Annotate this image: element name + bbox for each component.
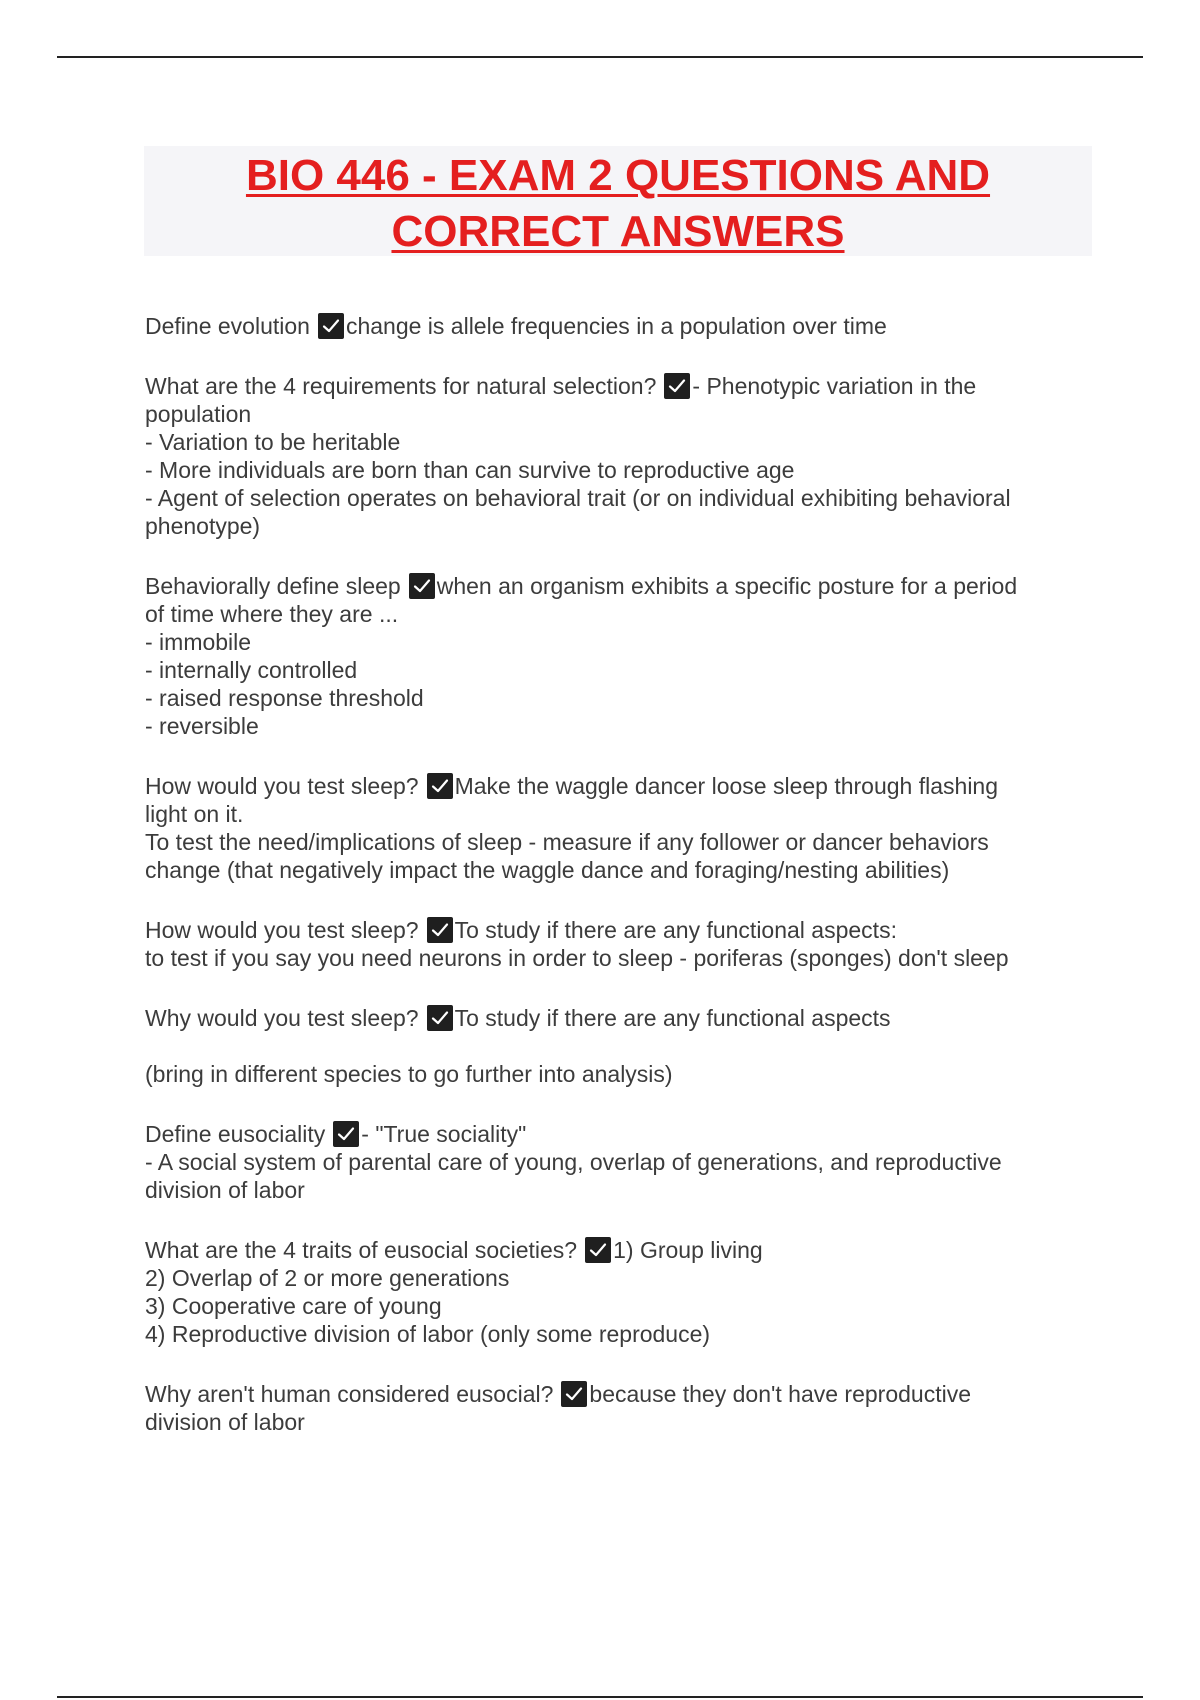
answer-line: division of labor xyxy=(145,1177,305,1203)
qa-first-line xyxy=(145,1120,1085,1148)
answer-line xyxy=(145,1032,1085,1060)
answer-line: - raised response threshold xyxy=(145,685,424,711)
answer-text: Make the waggle dancer loose sleep through flashing xyxy=(454,773,999,799)
title-line-2: CORRECT ANSWERS xyxy=(391,207,845,256)
check-box-icon xyxy=(664,373,690,399)
question-text: What are the 4 traits of eusocial societies? xyxy=(145,1237,578,1263)
answer-line: - More individuals are born than can survive to reproductive age xyxy=(145,457,795,483)
check-box-icon xyxy=(427,1005,453,1031)
question-text: How would you test sleep? xyxy=(145,917,419,943)
check-box-icon xyxy=(318,313,344,339)
answer-text: - Phenotypic variation in the xyxy=(692,373,977,399)
answer-line: To test the need/implications of sleep - measure if any follower or dancer behaviors xyxy=(145,829,989,855)
answer-line: - reversible xyxy=(145,713,259,739)
answer-line: phenotype) xyxy=(145,513,261,539)
qa-first-line xyxy=(145,1004,1085,1032)
qa-item xyxy=(145,372,1085,540)
qa-first-line xyxy=(145,916,1085,944)
answer-text: - "True sociality" xyxy=(361,1121,527,1147)
answer-line: - A social system of parental care of young, overlap of generations, and reproductive xyxy=(145,1149,1002,1175)
qa-item xyxy=(145,1380,1085,1436)
answer-text: because they don't have reproductive xyxy=(589,1381,971,1407)
answer-line: 3) Cooperative care of young xyxy=(145,1293,442,1319)
qa-item xyxy=(145,312,1085,340)
answer-line: light on it. xyxy=(145,801,244,827)
page-title xyxy=(144,146,1092,260)
question-text: Define evolution xyxy=(145,313,310,339)
qa-item xyxy=(145,572,1085,740)
qa-item xyxy=(145,772,1085,884)
qa-first-line xyxy=(145,572,1085,600)
qa-item xyxy=(145,1120,1085,1204)
qa-list xyxy=(145,312,1085,1468)
question-text: Define eusociality xyxy=(145,1121,326,1147)
answer-line: 2) Overlap of 2 or more generations xyxy=(145,1265,510,1291)
qa-item xyxy=(145,1004,1085,1088)
answer-line: - Variation to be heritable xyxy=(145,429,401,455)
check-box-icon xyxy=(585,1237,611,1263)
answer-line: 4) Reproductive division of labor (only some reproduce) xyxy=(145,1321,711,1347)
answer-text: change is allele frequencies in a population over time xyxy=(345,313,887,339)
qa-item xyxy=(145,1236,1085,1348)
title-line-1: BIO 446 - EXAM 2 QUESTIONS AND xyxy=(245,151,991,200)
answer-line: - internally controlled xyxy=(145,657,358,683)
answer-text: 1) Group living xyxy=(613,1237,763,1263)
top-rule xyxy=(57,56,1143,58)
answer-line: population xyxy=(145,401,252,427)
title-banner xyxy=(144,146,1092,256)
qa-first-line xyxy=(145,1380,1085,1408)
check-box-icon xyxy=(561,1381,587,1407)
answer-line: (bring in different species to go further into analysis) xyxy=(145,1061,673,1087)
answer-line: to test if you say you need neurons in order to sleep - poriferas (sponges) don't sleep xyxy=(145,945,1009,971)
question-text: Why aren't human considered eusocial? xyxy=(145,1381,554,1407)
answer-line: - Agent of selection operates on behavioral trait (or on individual exhibiting behavioral xyxy=(145,485,1011,511)
bottom-rule xyxy=(57,1696,1143,1698)
check-box-icon xyxy=(427,917,453,943)
question-text: Behaviorally define sleep xyxy=(145,573,401,599)
qa-first-line xyxy=(145,372,1085,400)
check-box-icon xyxy=(427,773,453,799)
qa-first-line xyxy=(145,312,1085,340)
qa-item xyxy=(145,916,1085,972)
question-text: How would you test sleep? xyxy=(145,773,419,799)
answer-text: when an organism exhibits a specific posture for a period xyxy=(436,573,1018,599)
check-box-icon xyxy=(409,573,435,599)
answer-line: division of labor xyxy=(145,1409,305,1435)
answer-line: - immobile xyxy=(145,629,252,655)
answer-text: To study if there are any functional aspects: xyxy=(454,917,897,943)
answer-line: change (that negatively impact the waggle dance and foraging/nesting abilities) xyxy=(145,857,950,883)
check-box-icon xyxy=(333,1121,359,1147)
qa-first-line xyxy=(145,772,1085,800)
question-text: Why would you test sleep? xyxy=(145,1005,419,1031)
answer-line: of time where they are ... xyxy=(145,601,399,627)
question-text: What are the 4 requirements for natural selection? xyxy=(145,373,657,399)
answer-text: To study if there are any functional aspects xyxy=(454,1005,891,1031)
qa-first-line xyxy=(145,1236,1085,1264)
